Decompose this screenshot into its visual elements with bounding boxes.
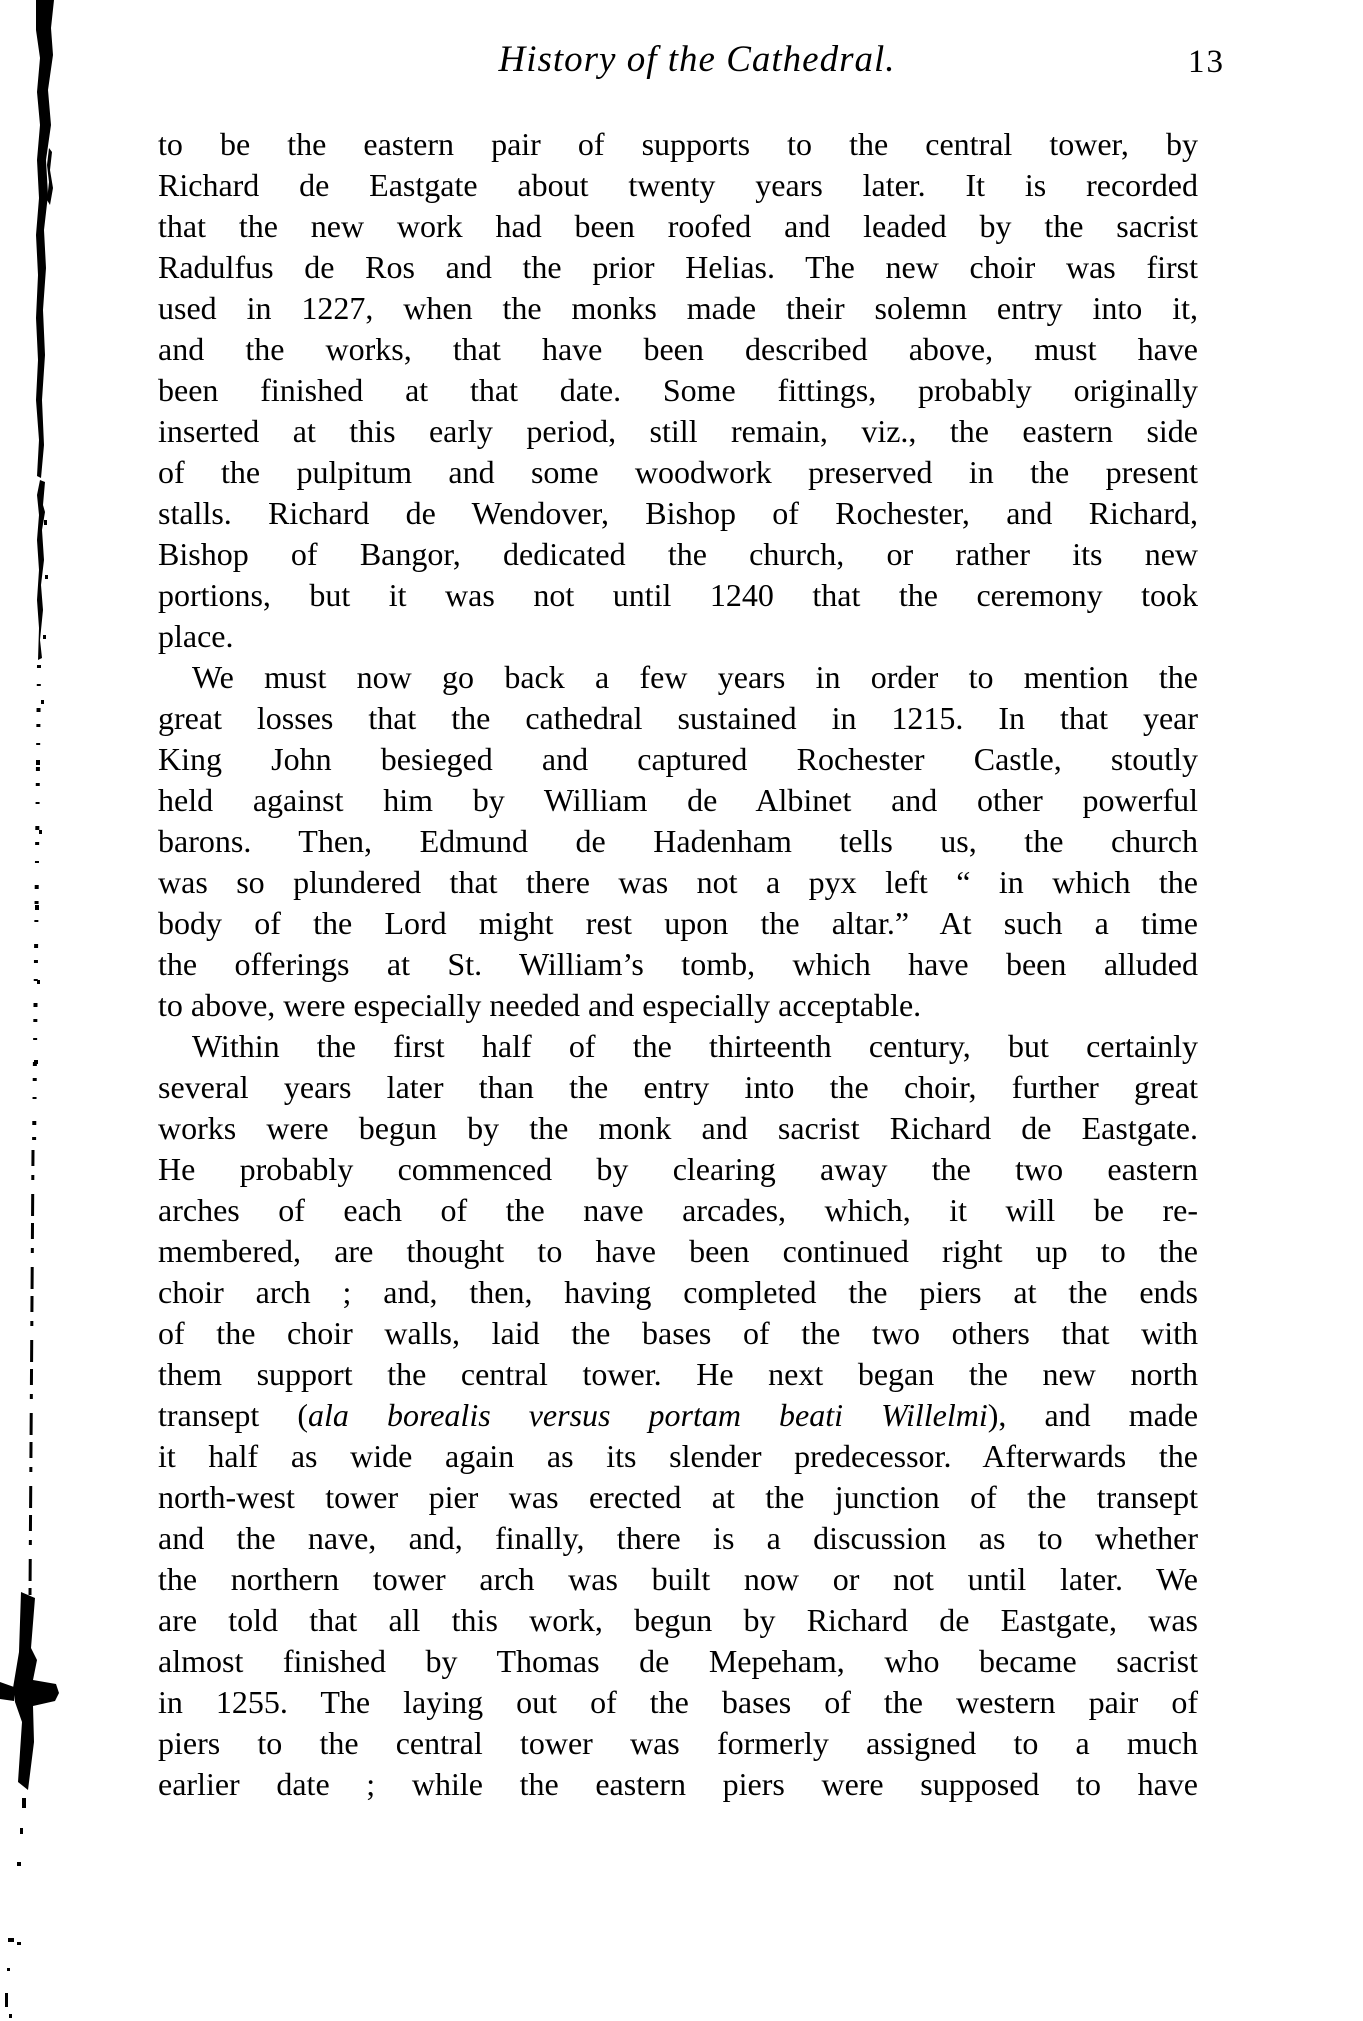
- text-line: arches of each of the nave arcades, which, it will be re-: [158, 1192, 1198, 1228]
- text-line: and the works, that have been described above, must have: [158, 331, 1198, 367]
- text-line: piers to the central tower was formerly assigned to a much: [158, 1725, 1198, 1761]
- text-line: held against him by William de Albinet and other powerful: [158, 782, 1198, 818]
- text-line: stalls. Richard de Wendover, Bishop of Rochester, and Richard,: [158, 495, 1198, 531]
- text-line: place.: [158, 618, 234, 654]
- text-line: almost finished by Thomas de Mepeham, who became sacrist: [158, 1643, 1198, 1679]
- text-line: Radulfus de Ros and the prior Helias. The new choir was first: [158, 249, 1198, 285]
- text-line: inserted at this early period, still remain, viz., the eastern side: [158, 413, 1198, 449]
- text-line: membered, are thought to have been continued right up to the: [158, 1233, 1198, 1269]
- text-line: to be the eastern pair of supports to the central tower, by: [158, 126, 1198, 162]
- text-line: that the new work had been roofed and leaded by the sacrist: [158, 208, 1198, 244]
- text-line: in 1255. The laying out of the bases of the western pair of: [158, 1684, 1198, 1720]
- text-line: transept (ala borealis versus portam beati Willelmi), and made: [158, 1397, 1199, 1433]
- text-line: body of the Lord might rest upon the altar.” At such a time: [158, 905, 1198, 941]
- text-line: We must now go back a few years in order to mention the: [192, 659, 1198, 695]
- running-header-title: History of the Cathedral.: [498, 39, 896, 80]
- text-line: King John besieged and captured Rochester Castle, stoutly: [158, 741, 1198, 777]
- text-line: great losses that the cathedral sustained in 1215. In that year: [158, 700, 1198, 736]
- text-line: and the nave, and, finally, there is a discussion as to whether: [158, 1520, 1198, 1556]
- text-line: been finished at that date. Some fittings, probably originally: [158, 372, 1198, 408]
- page-number: 13: [1188, 44, 1225, 80]
- text-line: used in 1227, when the monks made their solemn entry into it,: [158, 290, 1198, 326]
- text-line: them support the central tower. He next began the new north: [158, 1356, 1198, 1392]
- text-line: to above, were especially needed and especially acceptable.: [158, 987, 922, 1023]
- latin-phrase: ala borealis versus portam beati Willelmi: [308, 1397, 988, 1433]
- text-line: portions, but it was not until 1240 that the ceremony took: [158, 577, 1198, 613]
- text-line: Bishop of Bangor, dedicated the church, or rather its new: [158, 536, 1198, 572]
- text-line: Richard de Eastgate about twenty years later. It is recorded: [158, 167, 1198, 203]
- text-line: are told that all this work, begun by Richard de Eastgate, was: [158, 1602, 1198, 1638]
- text-line: of the pulpitum and some woodwork preserved in the present: [158, 454, 1198, 490]
- text-block: [158, 124, 1198, 1805]
- text-line: the offerings at St. William’s tomb, which have been alluded: [158, 946, 1198, 982]
- text-line: He probably commenced by clearing away the two eastern: [158, 1151, 1198, 1187]
- text-line: was so plundered that there was not a pyx left “ in which the: [158, 864, 1198, 900]
- text-line: of the choir walls, laid the bases of the two others that with: [158, 1315, 1198, 1351]
- text-line: earlier date ; while the eastern piers were supposed to have: [158, 1766, 1198, 1802]
- text-line: choir arch ; and, then, having completed the piers at the ends: [158, 1274, 1198, 1310]
- text-line: barons. Then, Edmund de Hadenham tells us, the church: [158, 823, 1198, 859]
- scan-binding-artifact: [0, 0, 80, 2021]
- text-line: works were begun by the monk and sacrist Richard de Eastgate.: [158, 1110, 1198, 1146]
- text-line: north-west tower pier was erected at the junction of the transept: [158, 1479, 1198, 1515]
- text-line: the northern tower arch was built now or not until later. We: [158, 1561, 1198, 1597]
- text-line: it half as wide again as its slender predecessor. Afterwards the: [158, 1438, 1198, 1474]
- text-line: Within the first half of the thirteenth century, but certainly: [192, 1028, 1198, 1064]
- text-line: several years later than the entry into the choir, further great: [158, 1069, 1198, 1105]
